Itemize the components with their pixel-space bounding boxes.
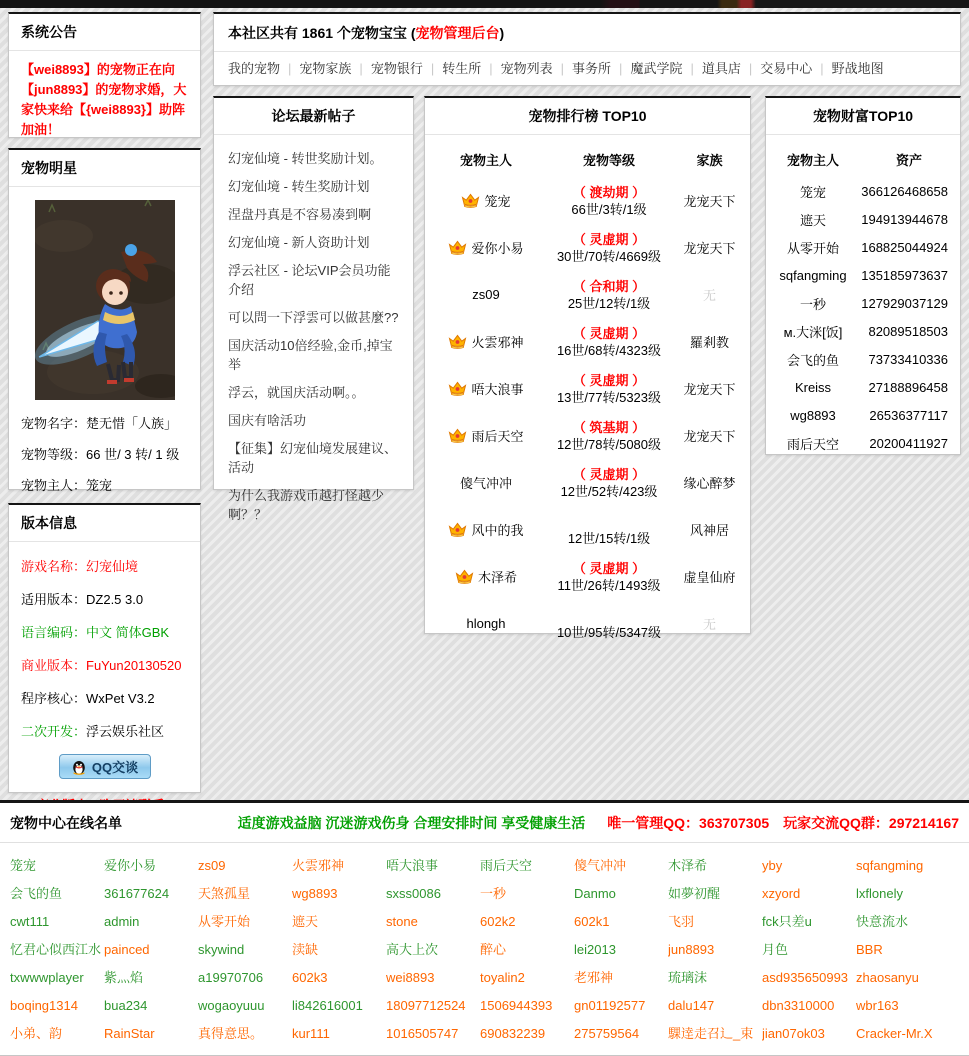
wealth-owner-name: 遮天 [799,212,826,228]
ranking-row [425,224,750,271]
nav-separator: | [359,61,363,76]
ranking-owner-cell [425,567,547,586]
qq-chat-button[interactable] [59,754,151,779]
online-user-link[interactable]: 騍逹走召辶_束 [668,1026,754,1041]
ranking-owner-name: 风中的我 [471,523,524,538]
online-user-link[interactable]: zhaosanyu [856,970,919,985]
wealth-col-header: 宠物主人 [786,153,839,168]
forum-post-link[interactable]: 为什么我游戏币越打怪越少啊？？ [228,488,385,522]
nav-separator: | [619,61,623,76]
wealth-assets-value: 73733410336 [868,351,948,367]
crown-icon [448,240,467,255]
online-user-link[interactable]: 渎缺 [292,942,319,957]
version-value: DZ2.5 3.0 [86,592,144,607]
panel-online-list [0,800,969,1056]
online-user-link[interactable]: 1016505747 [386,1026,459,1041]
ranking-row [425,177,750,224]
version-row [21,556,188,575]
wealth-assets-value: 20200411927 [869,435,948,451]
crown-icon [448,522,467,537]
wealth-owner-name: 雨后天空 [786,436,839,452]
qq-penguin-icon [71,759,87,775]
nav-item-3[interactable]: 宠物银行 [370,61,423,76]
forum-post-list [214,135,413,524]
ranking-level-cell [547,607,671,641]
version-value: 浮云娱乐社区 [86,724,165,739]
ranking-phase: （ 灵虚期 ） [572,372,646,388]
ranking-phase: （ 灵虚期 ） [572,231,646,247]
online-user-link[interactable]: a19970706 [198,970,264,985]
pet-star-info-label: 宠物等级： [21,447,87,462]
version-label: 语言编码： [21,625,87,640]
ranking-level: 12世/15转/1级 [567,530,651,546]
pet-star-info-value: 楚无惜「人族」 [86,416,178,431]
nav-item-4[interactable]: 转生所 [442,61,482,76]
ranking-level-cell [547,231,671,265]
ranking-phase: （ 灵虚期 ） [572,466,646,482]
version-row [21,622,188,641]
online-user-link[interactable]: lxflonely [856,886,903,901]
forum-post-link[interactable]: 涅盘丹真是不容易凑到啊 [228,207,372,222]
ranking-owner-cell [425,473,547,492]
online-user-link[interactable]: 602k2 [480,914,516,929]
online-user-link[interactable]: jian07ok03 [762,1026,825,1041]
version-row [21,688,188,707]
version-row [21,655,188,674]
nav-separator: | [288,61,292,76]
nav-separator: | [430,61,435,76]
online-list-header [0,803,969,843]
pet-star-info-line [21,408,188,439]
online-user-link[interactable]: 爱你小易 [104,858,157,873]
version-label: 商业版本： [21,658,87,673]
wealth-row [766,261,960,289]
online-user-link[interactable]: stone [386,914,418,929]
online-user-link[interactable]: cwt111 [10,914,50,929]
ranking-family: 无 [702,288,716,303]
wealth-row [766,289,960,317]
ranking-level-cell [547,513,671,547]
online-user-link[interactable]: yby [762,858,783,873]
online-user-link[interactable]: admin [104,914,140,929]
online-user-link[interactable]: dalu147 [668,998,715,1013]
online-names-grid [0,843,969,1044]
online-user-link[interactable]: 从零开始 [198,914,251,929]
online-user-link[interactable]: 忆君心似西江水 [10,942,102,957]
forum-post-link[interactable]: 幻宠仙境 - 新人资助计划 [228,235,370,250]
online-user-link[interactable]: bua234 [104,998,148,1013]
pet-star-info [9,406,200,503]
ranking-owner-name: hlongh [466,616,506,631]
wealth-assets-value: 168825044924 [861,239,948,255]
online-user-link[interactable]: 会飞的鱼 [10,886,63,901]
forum-post-link[interactable]: 浮云，就国庆活动啊。。 [228,385,365,400]
qq-chat-label: QQ交谈 [91,760,139,775]
nav-item-9[interactable]: 交易中心 [760,61,813,76]
online-user-link[interactable]: fck只差u [762,914,812,929]
ranking-rows [425,177,750,647]
paren-close: ) [499,25,505,41]
wealth-owner-name: Kreiss [794,379,832,395]
online-user-link[interactable]: 遮天 [292,914,319,929]
nav-separator: | [489,61,493,76]
ranking-phase: （ 合和期 ） [572,278,646,294]
ranking-row [425,318,750,365]
version-value: 幻宠仙境 [86,559,139,574]
ranking-owner-name: 笼宠 [484,194,511,209]
online-user-link[interactable]: 高大上次 [386,942,439,957]
online-user-link[interactable]: 木泽希 [668,858,708,873]
ranking-phase: （ 渡劫期 ） [572,184,646,200]
ranking-column-headers [425,135,750,177]
paren-open: ( [410,25,416,41]
online-user-link[interactable]: wbr163 [856,998,899,1013]
panel-version-info [8,503,201,793]
pet-star-info-line [21,439,188,470]
pet-admin-backend-link[interactable]: 宠物管理后台 [415,25,500,41]
ranking-family: 风神居 [689,523,729,538]
nav-item-10[interactable]: 野战地图 [831,61,884,76]
wealth-row [766,233,960,261]
online-user-link[interactable]: 傻气冲冲 [574,858,627,873]
ranking-owner-name: 爱你小易 [471,241,524,256]
ranking-level-cell [547,278,671,312]
forum-post-link[interactable]: 【征集】幻宠仙境发展建议、活动 [228,441,398,475]
pet-star-image [35,200,175,400]
ranking-family: 虚皇仙府 [683,570,736,585]
online-list-title: 宠物中心在线名单 [10,814,122,831]
ranking-owner-cell [425,191,547,210]
ranking-level-cell [547,372,671,406]
wealth-assets-value: 127929037129 [861,295,948,311]
community-count-row [214,14,960,52]
ranking-title: 宠物排行榜 TOP10 [425,98,750,135]
wealth-row [766,345,960,373]
pet-star-title: 宠物明星 [9,150,200,187]
online-user-link[interactable]: sxss0086 [386,886,441,901]
wealth-row [766,401,960,429]
wealth-owner-name: wg8893 [790,407,836,423]
health-notice-text: 适度游戏益脑 沉迷游戏伤身 合理安排时间 享受健康生活 [237,814,586,831]
pet-star-info-value: 66 世/ 3 转/ 1 级 [86,447,180,462]
ranking-level: 66世/3转/1级 [571,201,647,217]
nav-item-2[interactable]: 宠物家族 [299,61,352,76]
ranking-row [425,553,750,600]
online-user-link[interactable]: 275759564 [574,1026,640,1041]
wealth-assets-value: 366126468658 [861,183,948,199]
nav-separator: | [748,61,753,76]
crown-icon [448,334,467,349]
online-user-link[interactable]: skywind [198,942,245,957]
version-label: 游戏名称： [21,559,87,574]
crown-icon [448,428,467,443]
online-user-link[interactable]: 琉璃沫 [668,970,708,985]
ranking-phase [547,513,671,530]
online-user-link[interactable]: 690832239 [480,1026,546,1041]
forum-post-link[interactable]: 国庆有啥活功 [228,413,307,428]
forum-post-link[interactable]: 幻宠仙境 - 转世奖励计划。 [228,151,383,166]
ranking-owner-name: 雨后天空 [471,429,524,444]
ranking-level: 30世/70转/4669级 [556,248,662,264]
ranking-family: 无 [702,617,716,632]
version-value: 中文 简体GBK [86,625,170,640]
online-user-link[interactable]: RainStar [104,1026,155,1041]
nav-item-1[interactable]: 我的宠物 [228,61,281,76]
online-user-link[interactable]: toyalin2 [480,970,525,985]
ranking-owner-name: 傻气冲冲 [459,476,512,491]
ranking-owner-name: zs09 [472,287,500,302]
pet-star-info-label: 宠物名字： [21,416,87,431]
wealth-col-header: 资产 [895,153,922,168]
nav-separator: | [820,61,824,76]
wealth-column-headers [766,135,960,177]
online-user-link[interactable]: 602k3 [292,970,328,985]
wealth-owner-name: sqfangming [779,267,847,283]
forum-title: 论坛最新帖子 [214,98,413,135]
online-user-link[interactable]: wogaoyuuu [198,998,265,1013]
online-user-link[interactable]: 快意流水 [856,914,909,929]
online-user-link[interactable]: 月色 [762,942,789,957]
wealth-row [766,429,960,457]
ranking-level: 16世/68转/4323级 [556,342,662,358]
online-user-link[interactable]: lei2013 [574,942,616,957]
panel-pet-wealth [765,96,961,455]
online-user-link[interactable]: wg8893 [292,886,338,901]
ranking-level-cell [547,184,671,218]
online-user-link[interactable]: xzyord [762,886,801,901]
online-user-link[interactable]: kur111 [292,1026,330,1041]
wealth-assets-value: 82089518503 [868,323,948,339]
online-user-link[interactable]: wei8893 [386,970,435,985]
nav-item-5[interactable]: 宠物列表 [500,61,553,76]
version-rows [21,556,188,740]
panel-pet-ranking [424,96,751,640]
ranking-family: 缘心醉梦 [683,476,736,491]
ranking-phase: （ 灵虚期 ） [572,560,646,576]
announcement-text: 【wei8893】的宠物正在向【jun8893】的宠物求婚，大家快来给【{wei8893}】助阵加油！ [21,62,187,137]
ranking-row [425,271,750,318]
crown-icon [448,381,467,396]
panel-pet-star [8,148,201,493]
online-user-link[interactable]: 如夢初醒 [668,886,721,901]
version-row [21,589,188,608]
ranking-owner-cell [425,332,547,351]
ranking-phase [547,607,671,624]
online-user-link[interactable]: sqfangming [856,858,924,873]
online-user-link[interactable]: jun8893 [668,942,715,957]
online-user-link[interactable]: asd935650993 [762,970,849,985]
ranking-level: 25世/12转/1级 [567,295,651,311]
ranking-owner-cell [425,616,547,631]
online-user-link[interactable]: 真得意思。 [198,1026,264,1041]
online-user-link[interactable]: 天煞孤星 [198,886,251,901]
ranking-owner-name: 木泽希 [477,570,517,585]
wealth-assets-value: 194913944678 [861,211,948,227]
forum-post-link[interactable]: 浮云社区 - 论坛VIP会员功能介绍 [228,263,391,297]
online-user-link[interactable]: 一秒 [480,886,507,901]
crown-icon [455,569,474,584]
online-user-link[interactable]: 火雲邪神 [292,858,345,873]
ranking-level-cell [547,419,671,453]
wealth-row [766,317,960,345]
nav-item-7[interactable]: 魔武学院 [630,61,683,76]
ranking-level: 12世/52转/423级 [560,483,658,499]
online-user-link[interactable]: Cracker-Mr.X [856,1026,933,1041]
version-row [21,721,188,740]
online-user-link[interactable]: dbn3310000 [762,998,835,1013]
wealth-owner-name: 一秒 [799,296,826,312]
ranking-phase: （ 筑基期 ） [572,419,646,435]
nav-item-6[interactable]: 事务所 [572,61,612,76]
ranking-level: 13世/77转/5323级 [556,389,662,405]
version-label: 适用版本： [21,592,87,607]
online-user-link[interactable]: li842616001 [292,998,363,1013]
ranking-owner-cell [425,238,547,257]
main-nav [214,52,960,85]
online-user-link[interactable]: Danmo [574,886,616,901]
online-user-link[interactable]: zs09 [198,858,226,873]
version-info-title: 版本信息 [9,505,200,542]
online-user-link[interactable]: 361677624 [104,886,170,901]
panel-main-header [213,12,961,86]
online-user-link[interactable]: 醉心 [480,942,507,957]
wealth-title: 宠物财富TOP10 [766,98,960,135]
ranking-row [425,459,750,506]
wealth-assets-value: 26536377117 [869,407,948,423]
forum-post-link[interactable]: 国庆活动10倍经验,金币,掉宝 举 [228,338,393,372]
ranking-col-header: 宠物等级 [582,153,635,168]
online-user-link[interactable]: gn01192577 [574,998,646,1013]
ranking-phase: （ 灵虚期 ） [572,325,646,341]
ranking-owner-cell [425,520,547,539]
online-user-link[interactable]: BBR [856,942,883,957]
ranking-family: 龙宠天下 [683,241,736,256]
wealth-assets-value: 27188896458 [868,379,948,395]
online-user-link[interactable]: painced [104,942,150,957]
nav-item-8[interactable]: 道具店 [701,61,741,76]
online-user-link[interactable]: 18097712524 [386,998,466,1013]
ranking-family: 龙宠天下 [683,382,736,397]
ranking-row [425,506,750,553]
pet-star-info-value: 笼宠 [86,478,113,493]
ranking-family: 羅剎教 [689,335,729,350]
announcement-title: 系统公告 [9,14,200,51]
version-label: 二次开发： [21,724,87,739]
version-value: FuYun20130520 [86,658,182,673]
online-user-link[interactable]: 602k1 [574,914,610,929]
ranking-owner-cell [425,426,547,445]
version-label: 程序核心： [21,691,87,706]
ranking-level-cell [547,560,671,594]
pet-star-info-label: 宠物主人： [21,478,87,493]
online-user-link[interactable]: 唔大浪事 [386,858,439,873]
wealth-row [766,177,960,205]
wealth-owner-name: 从零开始 [786,240,839,256]
online-user-link[interactable]: 笼宠 [10,858,37,873]
ranking-level: 12世/78转/5080级 [556,436,662,452]
online-user-link[interactable]: 1506944393 [480,998,553,1013]
ranking-col-header: 家族 [696,153,723,168]
forum-post-link[interactable]: 可以問一下浮雲可以做甚麼?? [228,310,399,325]
ranking-level: 10世/95转/5347级 [556,624,662,640]
ranking-row [425,412,750,459]
crown-icon [461,193,480,208]
ranking-family: 龙宠天下 [683,194,736,209]
online-user-link[interactable]: txwwwplayer [10,970,84,985]
online-user-link[interactable]: 小弟、韵 [10,1026,63,1041]
forum-post-link[interactable]: 幻宠仙境 - 转生奖励计划 [228,179,370,194]
online-user-link[interactable]: 紫灬焰 [104,970,144,985]
wealth-owner-name: 笼宠 [799,184,826,200]
wealth-rows [766,177,960,457]
ranking-owner-cell [425,287,547,302]
online-user-link[interactable]: 雨后天空 [480,858,533,873]
version-value: WxPet V3.2 [86,691,155,706]
ranking-owner-name: 唔大浪事 [471,382,524,397]
ranking-level-cell [547,466,671,500]
panel-forum-posts [213,96,414,522]
pet-star-info-line [21,470,188,501]
wealth-owner-name: м.大洣[饭] [783,324,843,340]
online-user-link[interactable]: 飞羽 [668,914,695,929]
ranking-row [425,600,750,647]
wealth-row [766,205,960,233]
ranking-level: 11世/26转/1493级 [557,577,661,593]
online-user-link[interactable]: boqing1314 [10,998,78,1013]
panel-system-announcement [8,12,201,138]
ranking-owner-cell [425,379,547,398]
nav-separator: | [560,61,565,76]
ranking-col-header: 宠物主人 [459,153,512,168]
wealth-assets-value: 135185973637 [861,267,948,283]
ranking-family: 龙宠天下 [683,429,736,444]
ranking-level-cell [547,325,671,359]
wealth-row [766,373,960,401]
top-banner-strip [0,0,969,8]
ranking-row [425,365,750,412]
admin-qq-notice-text: 唯一管理QQ：363707305 玩家交流QQ群：297214167 [607,814,959,831]
ranking-owner-name: 火雲邪神 [471,335,524,350]
nav-separator: | [690,61,694,76]
community-count-text: 本社区共有 1861 个宠物宝宝 [228,25,407,41]
online-user-link[interactable]: 老邪神 [574,970,614,985]
wealth-owner-name: 会飞的鱼 [786,352,839,368]
